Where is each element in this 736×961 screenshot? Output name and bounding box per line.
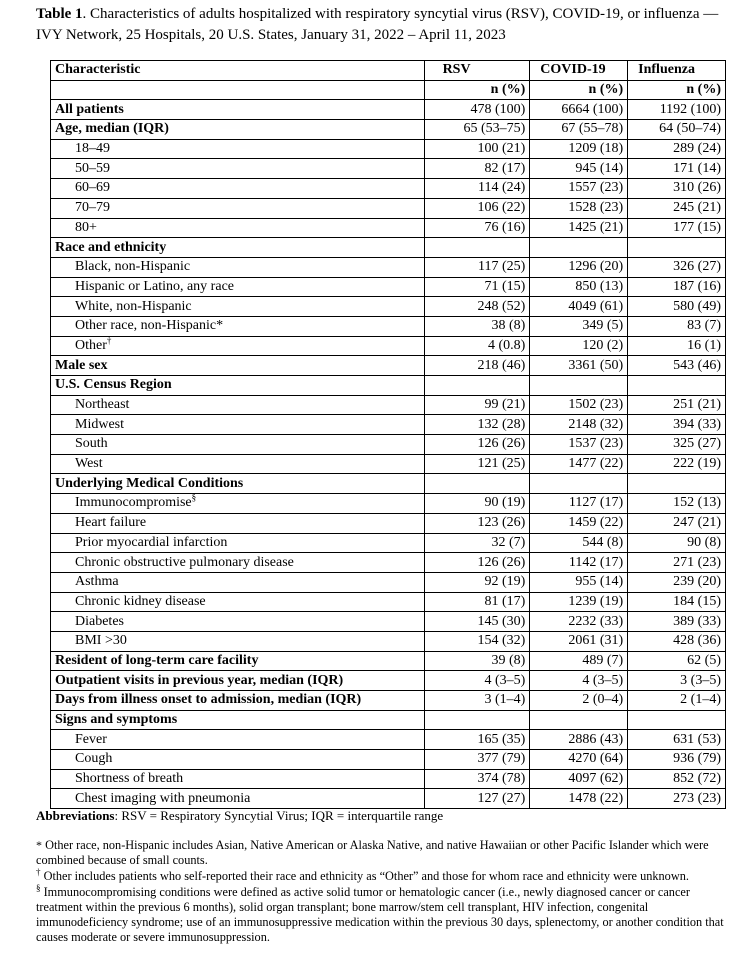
cell-influenza: 631 (53) — [628, 730, 726, 750]
cell-influenza: 245 (21) — [628, 198, 726, 218]
row-label — [51, 435, 425, 455]
table-row — [51, 494, 726, 514]
cell-rsv: 165 (35) — [424, 730, 530, 750]
table-row — [51, 238, 726, 258]
cell-rsv: 99 (21) — [424, 395, 530, 415]
cell-influenza — [628, 710, 726, 730]
cell-rsv: 126 (26) — [424, 553, 530, 573]
cell-rsv: 121 (25) — [424, 454, 530, 474]
cell-covid: 489 (7) — [530, 651, 628, 671]
row-label-text: All patients — [55, 101, 124, 117]
row-label-text: Other race, non-Hispanic* — [75, 318, 224, 334]
cell-influenza: 394 (33) — [628, 415, 726, 435]
cell-covid: 1537 (23) — [530, 435, 628, 455]
cell-influenza: 239 (20) — [628, 572, 726, 592]
cell-influenza: 184 (15) — [628, 592, 726, 612]
table-row — [51, 612, 726, 632]
table-row — [51, 159, 726, 179]
cell-covid: 2232 (33) — [530, 612, 628, 632]
cell-rsv: 82 (17) — [424, 159, 530, 179]
cell-covid: 544 (8) — [530, 533, 628, 553]
cell-rsv: 32 (7) — [424, 533, 530, 553]
row-label-text: 70–79 — [75, 200, 110, 216]
row-label-text: Resident of long-term care facility — [55, 652, 259, 668]
row-label-text: South — [75, 436, 108, 452]
cell-influenza — [628, 238, 726, 258]
cell-covid: 2061 (31) — [530, 631, 628, 651]
footnotes — [36, 838, 726, 946]
table-row — [51, 316, 726, 336]
row-label — [51, 198, 425, 218]
row-label-text: Chronic kidney disease — [75, 593, 206, 609]
cell-covid: 4270 (64) — [530, 750, 628, 770]
row-label-text: West — [75, 456, 103, 472]
cell-rsv: 4 (3–5) — [424, 671, 530, 691]
cell-rsv: 248 (52) — [424, 297, 530, 317]
unit-covid: n (%) — [530, 80, 628, 100]
header-rsv: RSV — [424, 61, 530, 81]
row-label-text: Race and ethnicity — [55, 239, 167, 255]
row-label-text: Hispanic or Latino, any race — [75, 278, 234, 294]
cell-covid: 1127 (17) — [530, 494, 628, 514]
row-label-text: Age, median (IQR) — [55, 121, 169, 137]
table-row — [51, 572, 726, 592]
table-row — [51, 691, 726, 711]
cell-influenza: 580 (49) — [628, 297, 726, 317]
cell-covid: 1239 (19) — [530, 592, 628, 612]
table-row — [51, 750, 726, 770]
unit-rsv: n (%) — [424, 80, 530, 100]
cell-influenza: 3 (3–5) — [628, 671, 726, 691]
footnote-symbol: † — [36, 866, 41, 877]
row-label — [51, 651, 425, 671]
cell-influenza: 428 (36) — [628, 631, 726, 651]
cell-influenza: 543 (46) — [628, 356, 726, 376]
row-label — [51, 336, 425, 356]
cell-covid: 850 (13) — [530, 277, 628, 297]
footnote-symbol: § — [36, 882, 41, 893]
cell-influenza: 251 (21) — [628, 395, 726, 415]
footnote-text: Other race, non-Hispanic includes Asian, Native American or Alaska Native, and native Hawaiian or other Pacific Islander which were combined because of small counts. — [36, 838, 709, 867]
header-row — [51, 61, 726, 81]
row-label — [51, 494, 425, 514]
cell-influenza: 64 (50–74) — [628, 120, 726, 140]
cell-influenza: 289 (24) — [628, 139, 726, 159]
cell-rsv: 478 (100) — [424, 100, 530, 120]
row-label-text: BMI >30 — [75, 633, 127, 649]
row-label — [51, 356, 425, 376]
cell-covid: 2886 (43) — [530, 730, 628, 750]
table-row — [51, 376, 726, 396]
cell-rsv: 4 (0.8) — [424, 336, 530, 356]
cell-covid: 4049 (61) — [530, 297, 628, 317]
cell-covid: 1477 (22) — [530, 454, 628, 474]
cell-influenza: 2 (1–4) — [628, 691, 726, 711]
cell-influenza: 83 (7) — [628, 316, 726, 336]
row-label — [51, 376, 425, 396]
cell-rsv: 123 (26) — [424, 513, 530, 533]
cell-covid: 945 (14) — [530, 159, 628, 179]
cell-rsv: 377 (79) — [424, 750, 530, 770]
cell-covid: 3361 (50) — [530, 356, 628, 376]
cell-covid: 1296 (20) — [530, 257, 628, 277]
row-label-text: White, non-Hispanic — [75, 298, 192, 314]
row-label — [51, 179, 425, 199]
row-label-text: Immunocompromise — [75, 495, 192, 511]
cell-influenza: 247 (21) — [628, 513, 726, 533]
cell-rsv: 39 (8) — [424, 651, 530, 671]
row-label-text: Chest imaging with pneumonia — [75, 790, 251, 806]
cell-influenza: 152 (13) — [628, 494, 726, 514]
cell-influenza: 1192 (100) — [628, 100, 726, 120]
table-row — [51, 297, 726, 317]
table-row — [51, 257, 726, 277]
cell-rsv — [424, 474, 530, 494]
cell-covid: 1209 (18) — [530, 139, 628, 159]
header-characteristic: Characteristic — [51, 61, 425, 81]
row-label — [51, 612, 425, 632]
table-row — [51, 415, 726, 435]
cell-influenza: 325 (27) — [628, 435, 726, 455]
cell-influenza: 222 (19) — [628, 454, 726, 474]
row-label — [51, 415, 425, 435]
cell-rsv: 145 (30) — [424, 612, 530, 632]
row-label — [51, 691, 425, 711]
row-label — [51, 750, 425, 770]
footnote — [36, 866, 726, 884]
cell-rsv: 71 (15) — [424, 277, 530, 297]
cell-covid — [530, 474, 628, 494]
cell-influenza: 187 (16) — [628, 277, 726, 297]
row-label — [51, 238, 425, 258]
row-label — [51, 671, 425, 691]
cell-covid: 2148 (32) — [530, 415, 628, 435]
cell-covid: 1478 (22) — [530, 789, 628, 809]
row-label — [51, 395, 425, 415]
row-label — [51, 474, 425, 494]
table-row — [51, 100, 726, 120]
row-label-text: Midwest — [75, 416, 124, 432]
cell-rsv: 218 (46) — [424, 356, 530, 376]
footnote-symbol: * — [36, 838, 42, 852]
table-caption — [36, 4, 726, 46]
row-label — [51, 120, 425, 140]
cell-covid: 1459 (22) — [530, 513, 628, 533]
cell-rsv: 374 (78) — [424, 769, 530, 789]
table-row — [51, 651, 726, 671]
cell-covid — [530, 376, 628, 396]
header-influenza: Influenza — [628, 61, 726, 81]
cell-influenza: 326 (27) — [628, 257, 726, 277]
cell-rsv: 127 (27) — [424, 789, 530, 809]
cell-rsv: 100 (21) — [424, 139, 530, 159]
cell-influenza: 171 (14) — [628, 159, 726, 179]
row-label — [51, 159, 425, 179]
row-label-text: Male sex — [55, 357, 108, 373]
row-label — [51, 218, 425, 238]
footnote-mark: † — [106, 335, 112, 346]
row-label — [51, 553, 425, 573]
header-covid: COVID-19 — [530, 61, 628, 81]
row-label — [51, 513, 425, 533]
cell-covid: 1425 (21) — [530, 218, 628, 238]
row-label-text: Outpatient visits in previous year, median (IQR) — [55, 672, 344, 688]
footnote-text: Immunocompromising conditions were defined as active solid tumor or hematologic cancer (i.e., newly diagnosed cancer or cancer treatment within the previous 6 months), solid organ transplant; bone marrow/stem cell transplant, HIV infection, congenital immunodeficiency syndrome; use of an immunosuppressive medication within the previous 30 days, splenectomy, or another condition that causes moderate or severe immunosuppression. — [36, 885, 724, 944]
cell-covid: 120 (2) — [530, 336, 628, 356]
table-row — [51, 454, 726, 474]
cell-covid: 349 (5) — [530, 316, 628, 336]
cell-rsv: 154 (32) — [424, 631, 530, 651]
cell-rsv: 3 (1–4) — [424, 691, 530, 711]
table-row — [51, 218, 726, 238]
table-row — [51, 139, 726, 159]
cell-covid: 2 (0–4) — [530, 691, 628, 711]
abbreviations-text: : RSV = Respiratory Syncytial Virus; IQR = interquartile range — [114, 808, 444, 823]
row-label-text: Diabetes — [75, 613, 124, 629]
table-row — [51, 120, 726, 140]
cell-influenza: 177 (15) — [628, 218, 726, 238]
table-row — [51, 533, 726, 553]
cell-influenza: 310 (26) — [628, 179, 726, 199]
row-label-text: Prior myocardial infarction — [75, 534, 228, 550]
cell-influenza: 16 (1) — [628, 336, 726, 356]
footnote-mark: § — [191, 492, 197, 503]
cell-influenza: 273 (23) — [628, 789, 726, 809]
cell-influenza: 62 (5) — [628, 651, 726, 671]
cell-influenza: 852 (72) — [628, 769, 726, 789]
table-row — [51, 592, 726, 612]
cell-covid: 4 (3–5) — [530, 671, 628, 691]
table-row — [51, 553, 726, 573]
row-label — [51, 139, 425, 159]
table-row — [51, 631, 726, 651]
table-row — [51, 671, 726, 691]
row-label-text: Black, non-Hispanic — [75, 259, 191, 275]
row-label-text: Days from illness onset to admission, median (IQR) — [55, 692, 362, 708]
row-label-text: Other — [75, 337, 107, 353]
cell-rsv: 76 (16) — [424, 218, 530, 238]
row-label — [51, 730, 425, 750]
cell-covid — [530, 710, 628, 730]
cell-influenza — [628, 376, 726, 396]
abbreviations-label: Abbreviations — [36, 808, 115, 823]
row-label-text: Chronic obstructive pulmonary disease — [75, 554, 294, 570]
row-label-text: Heart failure — [75, 515, 147, 531]
cell-rsv: 132 (28) — [424, 415, 530, 435]
table-row — [51, 277, 726, 297]
row-label-text: 80+ — [75, 219, 97, 235]
table-row — [51, 769, 726, 789]
row-label-text: Asthma — [75, 574, 119, 590]
cell-covid: 1502 (23) — [530, 395, 628, 415]
row-label-text: Cough — [75, 751, 113, 767]
cell-influenza — [628, 474, 726, 494]
table-row — [51, 435, 726, 455]
row-label-text: 60–69 — [75, 180, 110, 196]
row-label — [51, 277, 425, 297]
cell-rsv: 117 (25) — [424, 257, 530, 277]
row-label — [51, 592, 425, 612]
footnote — [36, 882, 726, 945]
characteristics-table — [50, 60, 726, 809]
row-label-text: Shortness of breath — [75, 771, 184, 787]
table-row — [51, 198, 726, 218]
row-label — [51, 533, 425, 553]
row-label — [51, 316, 425, 336]
cell-covid: 1528 (23) — [530, 198, 628, 218]
table-row — [51, 730, 726, 750]
table-row — [51, 513, 726, 533]
cell-rsv: 90 (19) — [424, 494, 530, 514]
row-label — [51, 710, 425, 730]
cell-covid: 6664 (100) — [530, 100, 628, 120]
cell-covid: 67 (55–78) — [530, 120, 628, 140]
unit-row — [51, 80, 726, 100]
unit-influenza: n (%) — [628, 80, 726, 100]
cell-influenza: 936 (79) — [628, 750, 726, 770]
cell-rsv: 81 (17) — [424, 592, 530, 612]
cell-covid: 955 (14) — [530, 572, 628, 592]
cell-influenza: 90 (8) — [628, 533, 726, 553]
table-label: Table 1 — [36, 6, 83, 22]
footnote — [36, 838, 726, 868]
table-row — [51, 356, 726, 376]
row-label — [51, 100, 425, 120]
table-title: . Characteristics of adults hospitalized with respiratory syncytial virus (RSV), COVID-19, or influenza — IVY Network, 25 Hospitals, 20 U.S. States, January 31, 2022 – April 11, 2023 — [36, 6, 719, 43]
table-row — [51, 474, 726, 494]
cell-rsv: 38 (8) — [424, 316, 530, 336]
table-row — [51, 789, 726, 809]
row-label-text: Signs and symptoms — [55, 712, 178, 728]
table-row — [51, 710, 726, 730]
cell-rsv: 65 (53–75) — [424, 120, 530, 140]
cell-rsv — [424, 710, 530, 730]
table-row — [51, 336, 726, 356]
cell-influenza: 271 (23) — [628, 553, 726, 573]
cell-rsv: 106 (22) — [424, 198, 530, 218]
cell-covid — [530, 238, 628, 258]
row-label — [51, 769, 425, 789]
row-label — [51, 297, 425, 317]
row-label — [51, 631, 425, 651]
cell-rsv: 126 (26) — [424, 435, 530, 455]
cell-covid: 1142 (17) — [530, 553, 628, 573]
table-row — [51, 179, 726, 199]
cell-rsv — [424, 238, 530, 258]
row-label-text: Northeast — [75, 397, 130, 413]
table-row — [51, 395, 726, 415]
cell-influenza: 389 (33) — [628, 612, 726, 632]
abbreviations — [36, 808, 443, 824]
cell-rsv — [424, 376, 530, 396]
cell-rsv: 92 (19) — [424, 572, 530, 592]
unit-empty — [51, 80, 425, 100]
cell-covid: 4097 (62) — [530, 769, 628, 789]
row-label-text: 18–49 — [75, 141, 110, 157]
cell-covid: 1557 (23) — [530, 179, 628, 199]
row-label-text: Underlying Medical Conditions — [55, 475, 244, 491]
row-label — [51, 572, 425, 592]
row-label-text: Fever — [75, 731, 107, 747]
footnote-text: Other includes patients who self-reported their race and ethnicity as “Other” and those for whom race and ethnicity were unknown. — [40, 869, 689, 883]
row-label — [51, 454, 425, 474]
cell-rsv: 114 (24) — [424, 179, 530, 199]
row-label — [51, 257, 425, 277]
row-label — [51, 789, 425, 809]
row-label-text: 50–59 — [75, 160, 110, 176]
row-label-text: U.S. Census Region — [55, 377, 172, 393]
